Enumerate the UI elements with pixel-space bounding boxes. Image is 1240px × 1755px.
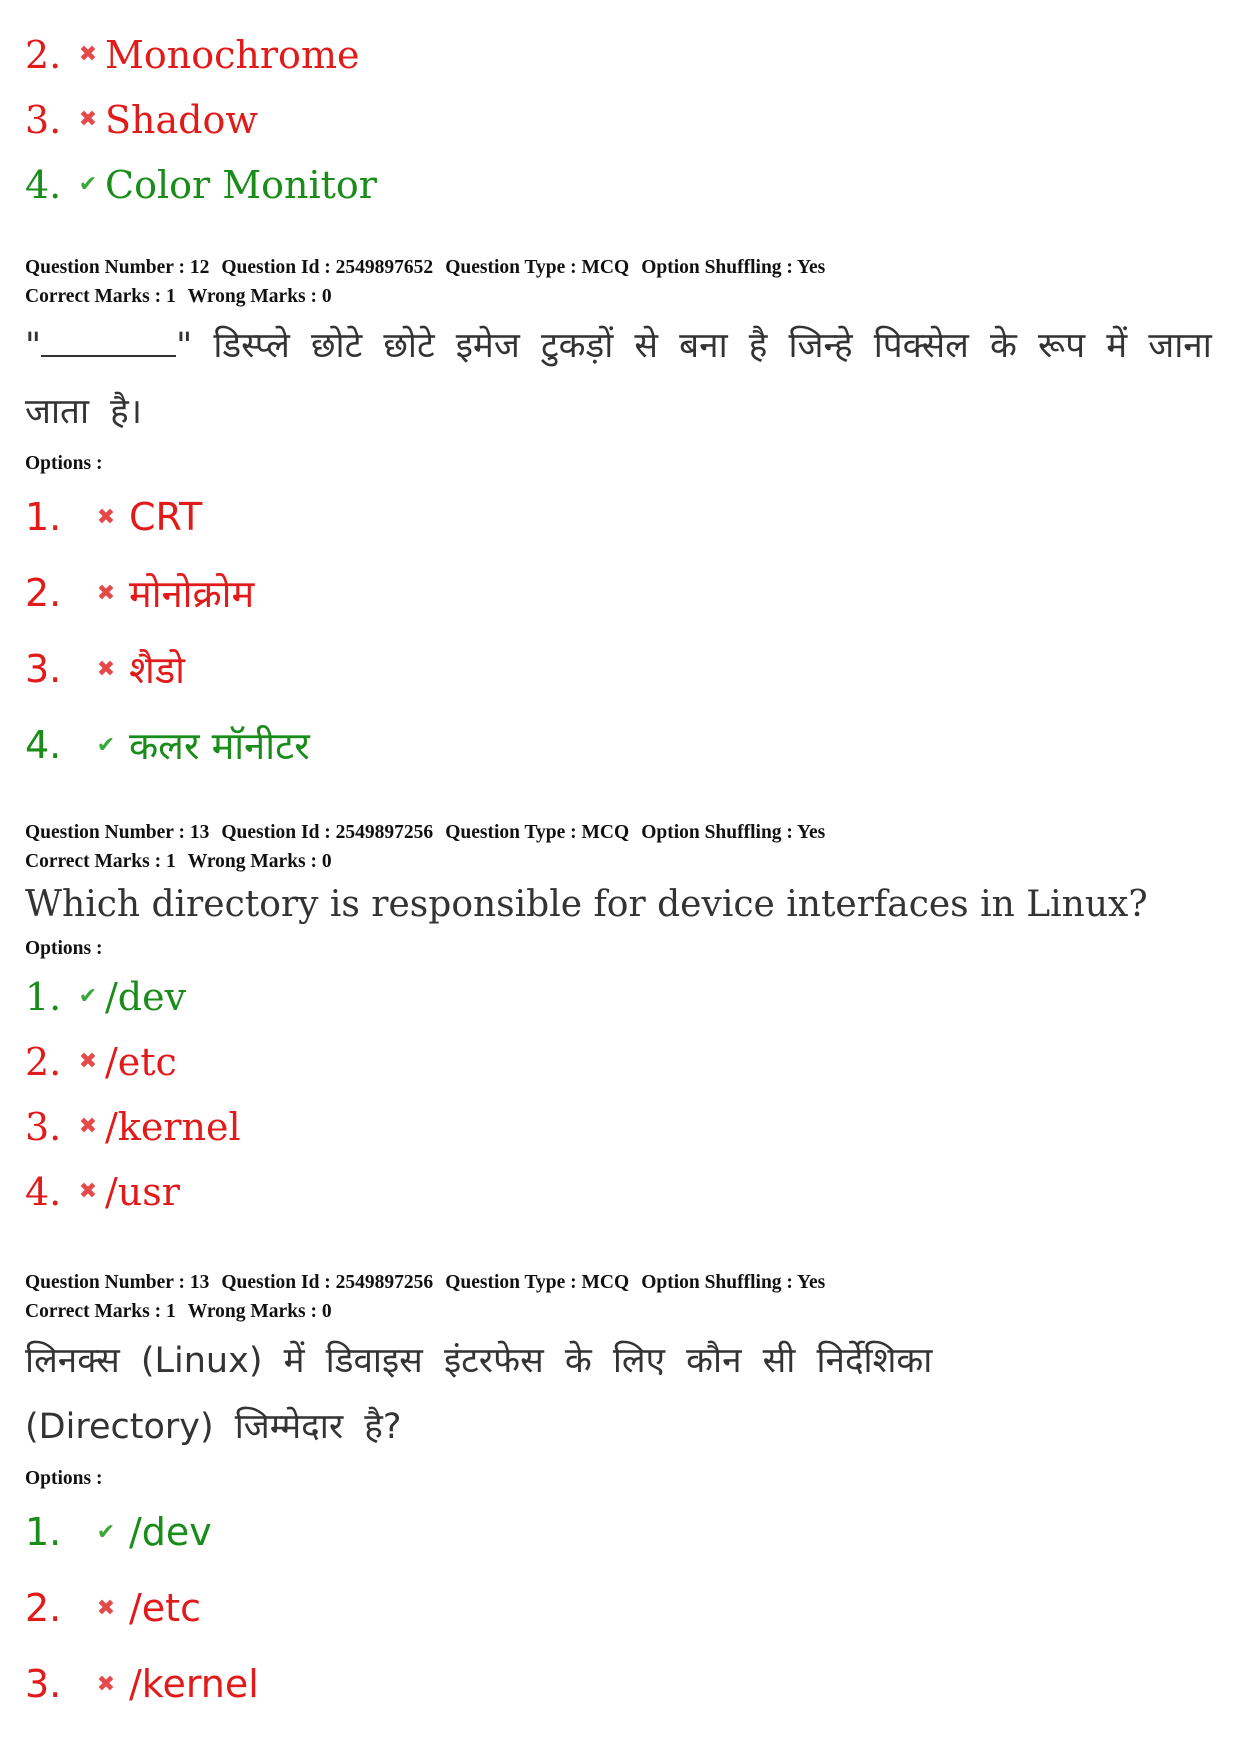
cross-icon: ✖: [78, 1179, 98, 1204]
option-text: /dev: [129, 1510, 212, 1554]
option-2[interactable]: [25, 1029, 1215, 1094]
question-text-body: " डिस्प्ले छोटे छोटे इमेज टुकड़ों से बना है जिन्हे पिक्सेल के रूप में जाना जाता है।: [25, 326, 1212, 432]
option-shuffling: Option Shuffling : Yes: [641, 257, 826, 278]
question-number: Question Number : 12: [25, 257, 210, 278]
option-3[interactable]: [25, 1646, 1215, 1722]
cross-icon: ✖: [96, 580, 116, 606]
question-id: Question Id : 2549897652: [221, 257, 434, 278]
option-text: Shadow: [105, 97, 258, 142]
option-text: CRT: [129, 495, 203, 539]
option-number: 3.: [25, 647, 62, 691]
option-number: 1.: [25, 974, 62, 1019]
option-number: 4.: [25, 1169, 62, 1214]
option-text: कलर मॉनीटर: [129, 724, 310, 768]
question-13-hindi: [25, 1268, 1215, 1722]
option-4[interactable]: [25, 707, 1215, 783]
option-number: 3.: [25, 1104, 62, 1149]
quote-open: ": [25, 326, 42, 366]
option-1[interactable]: [25, 964, 1215, 1029]
option-2[interactable]: [25, 22, 1215, 87]
prev-question-options: [25, 22, 1215, 217]
correct-marks: Correct Marks : 1: [25, 286, 176, 307]
option-shuffling: Option Shuffling : Yes: [641, 822, 826, 843]
fill-in-blank: [41, 325, 176, 357]
question-meta: [25, 818, 1215, 847]
option-1[interactable]: [25, 1494, 1215, 1570]
option-3[interactable]: [25, 1094, 1215, 1159]
option-number: 2.: [25, 1039, 62, 1084]
option-2[interactable]: [25, 555, 1215, 631]
cross-icon: ✖: [78, 1114, 98, 1139]
wrong-marks: Wrong Marks : 0: [187, 286, 332, 307]
option-3[interactable]: [25, 631, 1215, 707]
cross-icon: ✖: [78, 42, 98, 67]
option-number: 4.: [25, 162, 62, 207]
cross-icon: ✖: [96, 1671, 116, 1697]
cross-icon: ✖: [96, 504, 116, 530]
question-id: Question Id : 2549897256: [221, 822, 434, 843]
option-3[interactable]: [25, 87, 1215, 152]
cross-icon: ✖: [96, 656, 116, 682]
cross-icon: ✖: [78, 107, 98, 132]
options-label: Options :: [25, 938, 103, 959]
option-number: 1.: [25, 1510, 62, 1554]
question-type: Question Type : MCQ: [445, 257, 630, 278]
correct-marks: Correct Marks : 1: [25, 851, 176, 872]
question-meta: [25, 253, 1215, 282]
option-text: शैडो: [129, 648, 186, 692]
question-type: Question Type : MCQ: [445, 1272, 630, 1293]
wrong-marks: Wrong Marks : 0: [187, 1301, 332, 1322]
correct-marks: Correct Marks : 1: [25, 1301, 176, 1322]
option-text: Monochrome: [105, 32, 360, 77]
option-number: 1.: [25, 495, 62, 539]
option-text: मोनोक्रोम: [129, 572, 255, 616]
question-number: Question Number : 13: [25, 822, 210, 843]
option-text: /etc: [105, 1039, 177, 1084]
question-type: Question Type : MCQ: [445, 822, 630, 843]
option-text: /usr: [105, 1169, 180, 1214]
option-number: 3.: [25, 97, 62, 142]
question-text: Which directory is responsible for device interfaces in Linux?: [25, 884, 1148, 925]
option-4[interactable]: [25, 1159, 1215, 1224]
option-text: /etc: [129, 1586, 201, 1630]
option-number: 2.: [25, 32, 62, 77]
option-number: 3.: [25, 1662, 62, 1706]
question-12: [25, 253, 1215, 783]
question-meta: [25, 1268, 1215, 1297]
marks-meta: [25, 282, 1215, 311]
marks-meta: [25, 847, 1215, 876]
check-icon: ✔: [96, 732, 116, 758]
option-1[interactable]: [25, 479, 1215, 555]
check-icon: ✔: [78, 984, 98, 1009]
options-label: Options :: [25, 453, 103, 474]
option-2[interactable]: [25, 1570, 1215, 1646]
options-label: Options :: [25, 1468, 103, 1489]
option-number: 2.: [25, 571, 62, 615]
question-number: Question Number : 13: [25, 1272, 210, 1293]
option-text: Color Monitor: [105, 162, 377, 207]
cross-icon: ✖: [78, 1049, 98, 1074]
cross-icon: ✖: [96, 1595, 116, 1621]
question-text: [25, 313, 1215, 445]
option-text: /dev: [105, 974, 187, 1019]
option-number: 4.: [25, 723, 62, 767]
marks-meta: [25, 1297, 1215, 1326]
question-text: लिनक्स (Linux) में डिवाइस इंटरफेस के लिए कौन सी निर्देशिका (Directory) जिम्मेदार है?: [25, 1341, 933, 1447]
option-number: 2.: [25, 1586, 62, 1630]
question-13-english: [25, 818, 1215, 1224]
wrong-marks: Wrong Marks : 0: [187, 851, 332, 872]
question-id: Question Id : 2549897256: [221, 1272, 434, 1293]
option-shuffling: Option Shuffling : Yes: [641, 1272, 826, 1293]
option-text: /kernel: [105, 1104, 241, 1149]
option-4[interactable]: [25, 152, 1215, 217]
option-text: /kernel: [129, 1662, 259, 1706]
check-icon: ✔: [96, 1519, 116, 1545]
check-icon: ✔: [78, 172, 98, 197]
